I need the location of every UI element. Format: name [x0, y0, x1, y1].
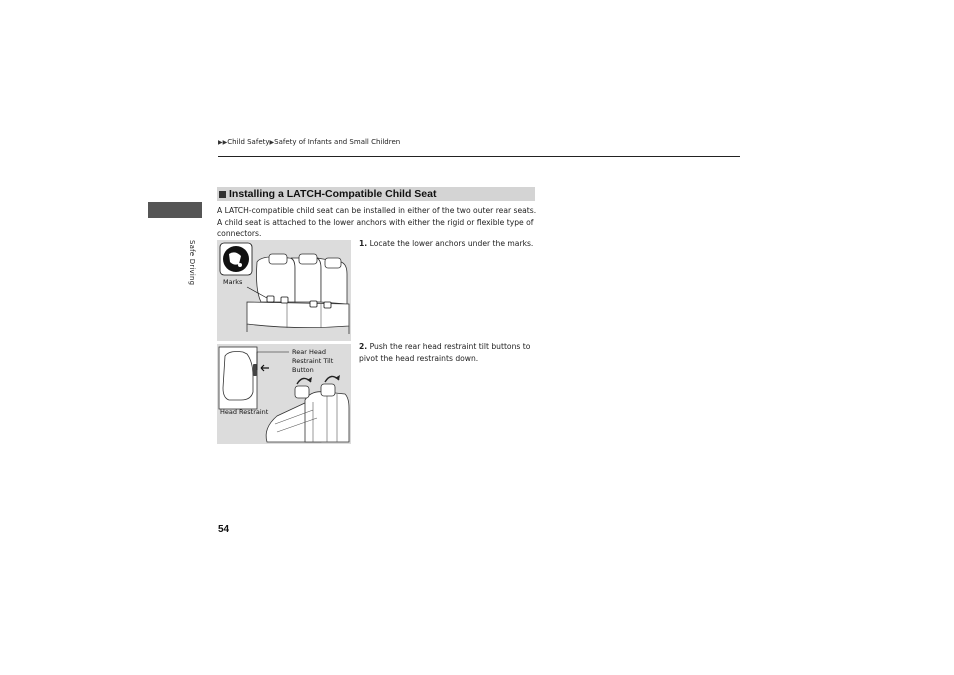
chapter-label: Safe Driving: [188, 240, 196, 286]
breadcrumb-arrow-icon: ▶▶: [218, 139, 228, 146]
step-text: Push the rear head restraint tilt buttons to pivot the head restraints down.: [359, 342, 531, 363]
breadcrumb-item[interactable]: Safety of Infants and Small Children: [274, 138, 401, 146]
section-title: Installing a LATCH-Compatible Child Seat: [229, 188, 437, 200]
step-text: Locate the lower anchors under the marks.: [369, 239, 534, 248]
step-2: [359, 341, 535, 364]
head-restraint-illustration: [217, 344, 351, 444]
step-number: 1.: [359, 239, 368, 248]
head-restraint-label: Head Restraint: [220, 408, 269, 416]
intro-paragraph: A LATCH-compatible child seat can be installed in either of the two outer rear seats. A child seat is attached to the lower anchors with either the rigid or flexible type of connectors.: [217, 206, 537, 238]
page-number: 54: [218, 524, 230, 535]
breadcrumb: [218, 138, 400, 146]
chapter-tab[interactable]: [148, 202, 202, 218]
step-1: [359, 238, 539, 250]
step-number: 2.: [359, 342, 368, 351]
heading-square-icon: [219, 191, 226, 198]
rear-seat-illustration: [217, 240, 351, 341]
marks-label: Marks: [223, 278, 243, 286]
rear-seat-drawing: [217, 240, 351, 341]
breadcrumb-item[interactable]: Child Safety: [227, 138, 270, 146]
breadcrumb-arrow-icon: ▶: [269, 139, 275, 146]
header-rule: [218, 156, 740, 157]
section-heading: [217, 187, 535, 201]
tilt-button-label: Rear Head Restraint Tilt Button: [292, 348, 334, 374]
